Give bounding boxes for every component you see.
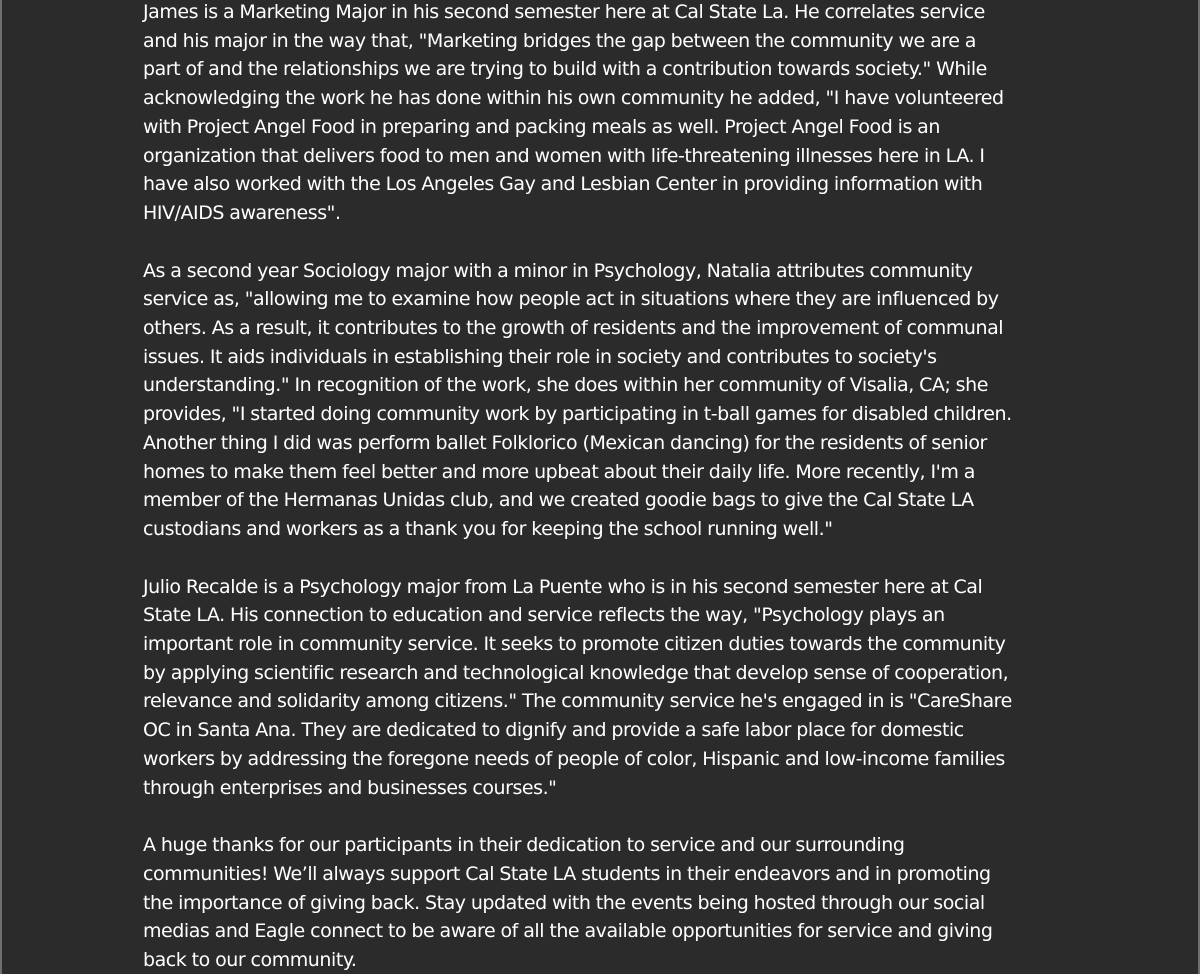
paragraph-natalia: As a second year Sociology major with a minor in Psychology, Natalia attributes community service as, "allowing me to examine how people act in situations where they are influenced by others. As a result, it contributes to the growth of residents and the improvement of communal issues. It aids individuals in establishing their role in society and contributes to society's understanding." In recognition of the work, she does within her community of Visalia, CA; she provides, "I started doing community work by participating in t-ball games for disabled children. Another thing I did was perform ballet Folklorico (Mexican dancing) for the residents of senior homes to make them feel better and more upbeat about their daily life. More recently, I'm a member of the Hermanas Unidas club, and we created goodie bags to give the Cal State LA custodians and workers as a thank you for keeping the school running well."	[143, 259, 1012, 540]
article-body	[143, 0, 1068, 974]
paragraph-james: James is a Marketing Major in his second semester here at Cal State La. He correlates service and his major in the way that, "Marketing bridges the gap between the community we are a part of and the relationships we are trying to build with a contribution towards society." While acknowledging the work he has done within his own community he added, "I have volunteered with Project Angel Food in preparing and packing meals as well. Project Angel Food is an organization that delivers food to men and women with life-threatening illnesses here in LA. I have also worked with the Los Angeles Gay and Lesbian Center in providing information with HIV/AIDS awareness".	[143, 1, 1004, 224]
paragraph-julio: Julio Recalde is a Psychology major from La Puente who is in his second semester here at Cal State LA. His connection to education and service reflects the way, "Psychology plays an important role in community service. It seeks to promote citizen duties towards the community by applying scientific research and technological knowledge that develop sense of cooperation, relevance and solidarity among citizens." The community service he's engaged in is "CareShare OC in Santa Ana. They are dedicated to dignify and provide a safe labor place for domestic workers by addressing the foregone needs of people of color, Hispanic and low-income families through enterprises and businesses courses."	[143, 575, 1012, 799]
paragraph-thanks: A huge thanks for our participants in their dedication to service and our surrounding communities! We’ll always support Cal State LA students in their endeavors and in promoting the importance of giving back. Stay updated with the events being hosted through our social medias and Eagle connect to be aware of all the available opportunities for service and giving back to our community.	[143, 834, 993, 972]
